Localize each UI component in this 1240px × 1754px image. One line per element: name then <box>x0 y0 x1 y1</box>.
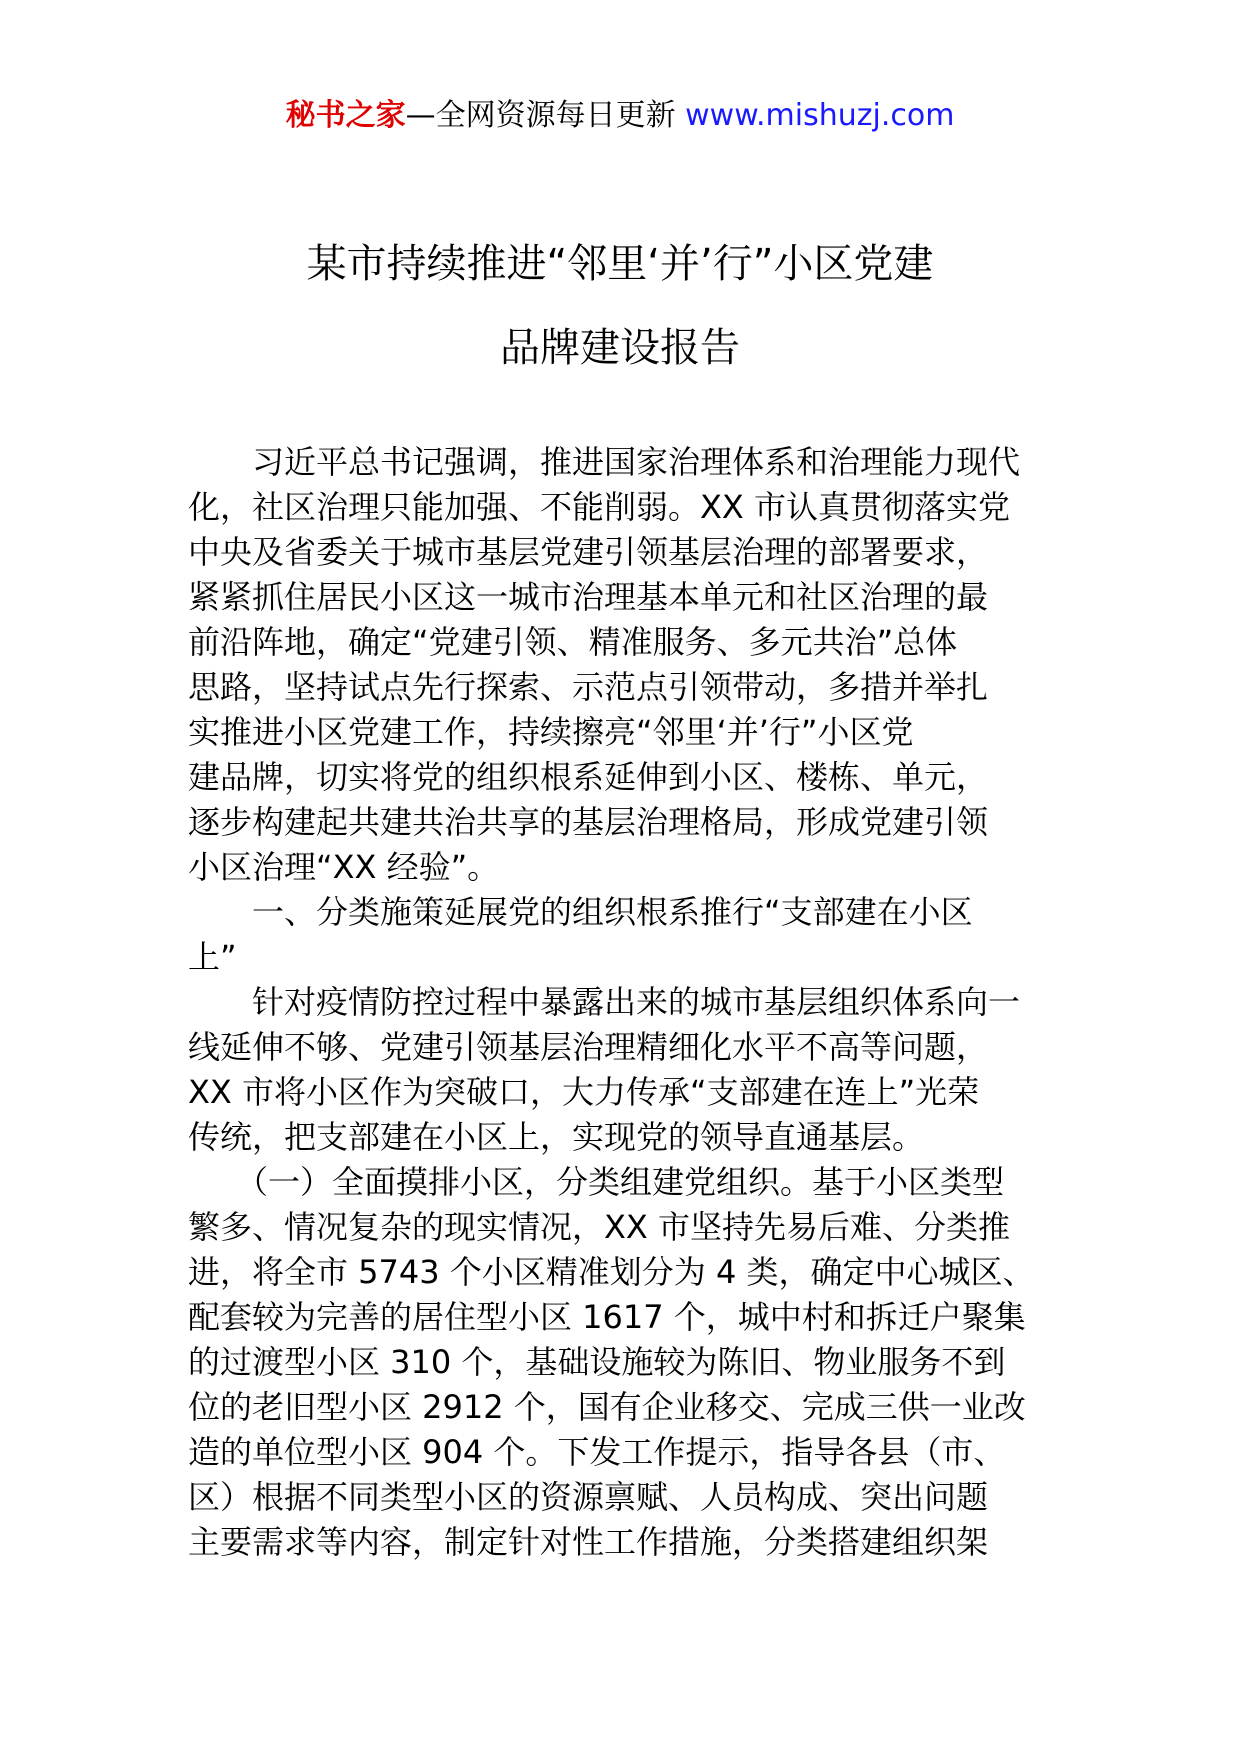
body-text-line: 中央及省委关于城市基层党建引领基层治理的部署要求， <box>188 533 989 571</box>
body-text-line: 紧紧抓住居民小区这一城市治理基本单元和社区治理的最 <box>188 578 989 616</box>
body-text-line: 配套较为完善的居住型小区 1617 个，城中村和拆迁户聚集 <box>188 1298 1026 1336</box>
body-text-line: 的过渡型小区 310 个，基础设施较为陈旧、物业服务不到 <box>188 1343 1006 1381</box>
body-text-line: XX 市将小区作为突破口，大力传承“支部建在连上”光荣 <box>188 1073 980 1111</box>
body-text-line: 习近平总书记强调，推进国家治理体系和治理能力现代 <box>188 443 1021 481</box>
body-text-line: 造的单位型小区 904 个。下发工作提示，指导各县（市、 <box>188 1433 1006 1471</box>
body-text-line: 区）根据不同类型小区的资源禀赋、人员构成、突出问题 <box>188 1478 989 1516</box>
body-text-line: 逐步构建起共建共治共享的基层治理格局，形成党建引领 <box>188 803 989 841</box>
body-text-line: 位的老旧型小区 2912 个，国有企业移交、完成三供一业改 <box>188 1388 1026 1426</box>
body-text-line: 上” <box>188 938 237 976</box>
header-slogan: —全网资源每日更新 <box>405 98 686 133</box>
body-text-line: 思路，坚持试点先行探索、示范点引领带动，多措并举扎 <box>188 668 989 706</box>
body-text-line: 传统，把支部建在小区上，实现党的领导直通基层。 <box>188 1118 925 1156</box>
body-text-line: 建品牌，切实将党的组织根系延伸到小区、楼栋、单元， <box>188 758 989 796</box>
site-header <box>0 96 1240 136</box>
body-text-line: 针对疫情防控过程中暴露出来的城市基层组织体系向一 <box>188 983 1021 1021</box>
document-body <box>188 440 1058 1565</box>
body-text-line: 繁多、情况复杂的现实情况，XX 市坚持先易后难、分类推 <box>188 1208 1011 1246</box>
body-text-line: 前沿阵地，确定“党建引领、精准服务、多元共治”总体 <box>188 623 958 661</box>
body-text-line: 进，将全市 5743 个小区精准划分为 4 类，确定中心城区、 <box>188 1253 1035 1291</box>
document-title-line-2: 品牌建设报告 <box>500 325 740 371</box>
body-text-line: 一、分类施策延展党的组织根系推行“支部建在小区 <box>188 893 973 931</box>
body-text-line: 线延伸不够、党建引领基层治理精细化水平不高等问题， <box>188 1028 989 1066</box>
brand-name: 秘书之家 <box>285 98 406 133</box>
body-text-line: 主要需求等内容，制定针对性工作措施，分类搭建组织架 <box>188 1523 989 1561</box>
body-text-line: （一）全面摸排小区，分类组建党组织。基于小区类型 <box>188 1163 1005 1201</box>
header-url[interactable]: www.mishuzj.com <box>685 98 955 133</box>
body-text-line: 小区治理“XX 经验”。 <box>188 848 500 886</box>
body-text-line: 化，社区治理只能加强、不能削弱。XX 市认真贯彻落实党 <box>188 488 1011 526</box>
document-title-line-1: 某市持续推进“邻里‘并’行”小区党建 <box>306 241 934 287</box>
body-text-line: 实推进小区党建工作，持续擦亮“邻里‘并’行”小区党 <box>188 713 914 751</box>
